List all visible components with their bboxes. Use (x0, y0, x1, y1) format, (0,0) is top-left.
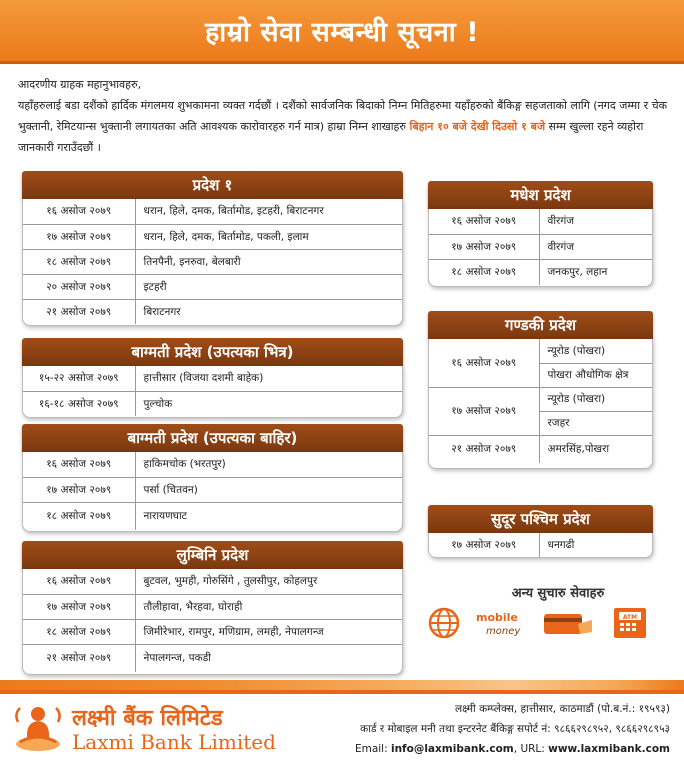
date-cell: १७ असोज २०७९ (429, 387, 539, 435)
date-cell: १८ असोज २०७९ (23, 249, 135, 274)
date-cell: १६ असोज २०७९ (23, 569, 135, 594)
email-label: Email: (354, 743, 388, 755)
branch-cell: धनगढी (547, 539, 575, 551)
branch-cell: बुटवल, भुमही, गोरुसिंगे , तुलसीपुर, कोहलपुर (143, 575, 318, 588)
date-cell: १७ असोज २०७९ (23, 594, 135, 619)
branch-cell: न्यूरोड (पोखरा) (547, 344, 606, 357)
date-cell: २१ असोज २०७९ (23, 644, 135, 672)
atm-label: ATM (622, 614, 638, 621)
date-cell: १८ असोज २०७९ (429, 259, 539, 285)
date-cell: १६-१८ असोज २०७९ (23, 391, 135, 416)
province-1-card (22, 171, 403, 326)
table-row (23, 249, 402, 274)
branch-cell: इटहरी (135, 274, 402, 299)
branch-cell: हात्तीसार (विजया दशमी बाहेक) (143, 372, 264, 385)
date-cell: १६ असोज २०७९ (429, 339, 539, 387)
gandaki-card (428, 311, 653, 469)
table-row (429, 435, 652, 463)
madhesh-title: मधेश प्रदेश (428, 181, 653, 209)
internet-banking-icon (424, 606, 464, 640)
table-row (23, 502, 402, 530)
email-link[interactable]: info@laxmibank.com (390, 743, 514, 755)
branch-cell: पर्सा (चितवन) (135, 477, 402, 502)
province-1-table (23, 199, 402, 324)
sudurpashchim-card (428, 505, 653, 558)
branch-cell: वीरगंज (539, 234, 652, 259)
gandaki-table (429, 339, 652, 463)
support-numbers: कार्ड र मोबाइल मनी तथा इन्टरनेट बैंकिङ्ग सपोर्ट नं: ९८६६२९८९५२, ९८६६२९८९५३ (360, 723, 670, 735)
bank-name-nepali: लक्ष्मी बैंक लिमिटेड (72, 706, 223, 731)
table-row (429, 387, 652, 411)
money-label: money (486, 626, 521, 637)
table-row (429, 209, 652, 234)
branch-cell: न्यूरोड (पोखरा) (539, 387, 652, 411)
card-icon (540, 606, 596, 640)
table-row (23, 594, 402, 619)
bagmati-inside-table (23, 366, 402, 416)
bagmati-inside-card (22, 338, 403, 418)
table-row (23, 299, 402, 324)
notice-banner (0, 0, 684, 64)
date-cell: १६ असोज २०७९ (23, 452, 135, 477)
table-row (23, 366, 402, 391)
intro-para-before: यहाँहरुलाई बडा दशैंको हार्दिक मंगलमय शुभकामना व्यक्त गर्दछौं । दशैंको सार्वजनिक बिदाको निम्न मितिहरुमा यहाँहरुको बैंकिङ्ग सहजताको लागि (नगद जम्मा र चेक भुक्तानी, रेमिटयान्स भुक्तानी लगायतका अति आवश्यक कारोवारहरु गर्न मात्र) हाम्रा निम्न शाखाहरु (18, 99, 668, 133)
intro-text (18, 74, 668, 158)
mobile-label: mobile (476, 611, 518, 624)
bagmati-inside-title: बाग्मती प्रदेश (उपत्यका भित्र) (22, 338, 403, 366)
branch-cell: रजहर (539, 411, 652, 435)
madhesh-card (428, 181, 653, 287)
lumbini-table (23, 569, 402, 672)
website-link[interactable]: www.laxmibank.com (548, 743, 670, 755)
date-cell: २० असोज २०७९ (23, 274, 135, 299)
bagmati-outside-table (23, 452, 402, 530)
greeting: आदरणीय ग्राहक महानुभावहरु, (18, 78, 142, 91)
mobile-money-icon (472, 606, 528, 640)
bank-name-english: Laxmi Bank Limited (72, 730, 276, 754)
branch-cell: वीरगंज (547, 215, 575, 228)
branch-cell: नारायणघाट (135, 502, 402, 530)
branch-cell: तौलीहावा, भैरहवा, घोराही (135, 594, 402, 619)
table-row (23, 224, 402, 249)
notice-title: हाम्रो सेवा सम्बन्धी सूचना ! (204, 17, 480, 48)
table-row (429, 259, 652, 285)
sudurpashchim-title: सुदूर पश्चिम प्रदेश (428, 505, 653, 533)
date-cell: १८ असोज २०७९ (23, 502, 135, 530)
date-cell: २१ असोज २०७९ (429, 435, 539, 463)
table-row (23, 274, 402, 299)
date-cell: १६ असोज २०७९ (23, 199, 135, 224)
other-services-title: अन्य सुचारु सेवाहरु (511, 586, 605, 601)
branch-cell: नेपालगन्ज, पकडी (135, 644, 402, 672)
date-cell: १७ असोज २०७९ (23, 224, 135, 249)
province-1-title: प्रदेश १ (22, 171, 403, 199)
sudurpashchim-table (429, 533, 652, 557)
date-cell: १८ असोज २०७९ (23, 619, 135, 644)
table-row (23, 391, 402, 416)
table-row (23, 569, 402, 594)
table-row (23, 452, 402, 477)
lumbini-card (22, 541, 403, 675)
table-row (429, 533, 652, 557)
timing-highlight: बिहान १० बजे देखी दिउसो १ बजे (409, 120, 546, 133)
footer-stripes (0, 680, 684, 690)
branch-cell: पुल्चोक (135, 391, 402, 416)
date-cell: २१ असोज २०७९ (23, 299, 135, 324)
email-url-line: Email: info@laxmibank.com, URL: www.laxmibank.com (354, 743, 670, 755)
table-row (23, 199, 402, 224)
table-row (23, 644, 402, 672)
gandaki-title: गण्डकी प्रदेश (428, 311, 653, 339)
date-cell: १७ असोज २०७९ (23, 477, 135, 502)
date-cell: १५-२२ असोज २०७९ (23, 366, 135, 391)
footer-divider (0, 690, 684, 694)
branch-cell: अमरसिंह,पोखरा (539, 435, 652, 463)
madhesh-table (429, 209, 652, 285)
table-row (429, 234, 652, 259)
branch-cell: धरान, हिले, दमक, बिर्तामोड, इटहरी, बिराटनगर (143, 205, 324, 218)
table-row (429, 339, 652, 363)
branch-cell: जिमीरेभार, रामपुर, मणिग्राम, लमही, नेपालगन्ज (135, 619, 402, 644)
intro-paragraph (18, 95, 668, 158)
bagmati-outside-title: बाग्मती प्रदेश (उपत्यका बाहिर) (22, 424, 403, 452)
table-row (23, 619, 402, 644)
branch-cell: तिनपैनी, इनरुवा, बेलबारी (135, 249, 402, 274)
contact-block (250, 699, 670, 759)
branch-cell: धरान, हिले, दमक, बिर्तामोड, पकली, इलाम (135, 224, 402, 249)
branch-cell: बिराटनगर (135, 299, 402, 324)
bagmati-outside-card (22, 424, 403, 532)
atm-icon (612, 606, 648, 640)
url-label: URL: (520, 743, 545, 755)
table-row (23, 477, 402, 502)
lumbini-title: लुम्बिनि प्रदेश (22, 541, 403, 569)
branch-cell: पोखरा औधोगिक क्षेत्र (539, 363, 652, 387)
bank-address: लक्ष्मी कम्प्लेक्स, हात्तीसार, काठमाडौं (पो.ब.नं.: १९५९३) (454, 703, 670, 715)
branch-cell: जनकपुर, लहान (539, 259, 652, 285)
date-cell: १७ असोज २०७९ (429, 234, 539, 259)
date-cell: १६ असोज २०७९ (429, 209, 539, 234)
intro-para-after: सम्म खुल्ला रहने व्यहोरा जानकारी गराउँदछौं । (18, 120, 644, 154)
branch-cell: हाकिमचोक (भरतपुर) (143, 458, 226, 471)
date-cell: १७ असोज २०७९ (429, 533, 539, 557)
laxmi-logo-icon (12, 698, 64, 756)
